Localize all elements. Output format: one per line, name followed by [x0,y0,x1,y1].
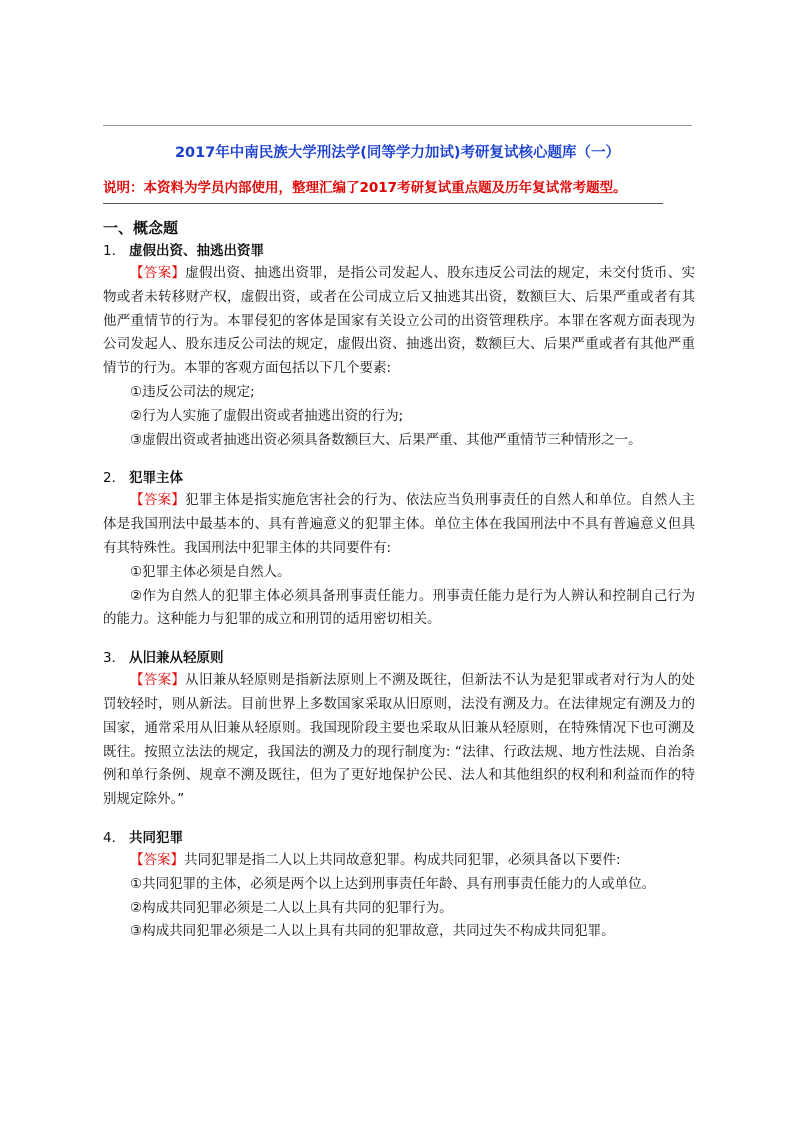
question-number: 1． [103,243,126,259]
answer-point: ②行为人实施了虚假出资或者抽逃出资的行为; [130,407,404,424]
answer-tag: 【答案】 [130,672,186,689]
document-title: 2017年中南民族大学刑法学(同等学力加试)考研复试核心题库（一） [174,145,621,161]
answer-tag: 【答案】 [130,265,186,281]
question-heading [103,827,695,849]
question-heading [103,240,695,262]
question-heading [103,647,695,669]
answer-text: 从旧兼从轻原则是指新法原则上不溯及既往，但新法不认为是犯罪或者对行为人的处罚较轻时，则从新法。目前世界上多数国家采取从旧原则，法没有溯及力。在法律规定有溯及力的国家，通常采用从旧兼从轻原则。我国现阶段主要也采取从旧兼从轻原则，在特殊情况下也可溯及既往。按照立法法的规定，我国法的溯及力的现行制度为: “法律、行政法规、地方性法规、自治条例和单行条例、规章不溯及既往，但为了更好地保护公民、法人和其他组织的权利和利益而作的特别规定除外。” [103,672,696,808]
answer-point: ①犯罪主体必须是自然人。 [130,563,291,580]
question-item [103,647,695,812]
answer-point: ③虚假出资或者抽逃出资必须具备数额巨大、后果严重、其他严重情节三种情形之一。 [130,431,642,448]
answer-paragraph [103,262,695,381]
question-item [103,240,695,452]
answer-paragraph [103,669,695,812]
answer-paragraph [103,849,695,873]
question-title: 虚假出资、抽逃出资罪 [129,243,264,259]
question-item [103,827,695,944]
section-title: 一、概念题 [103,219,179,237]
answer-tag: 【答案】 [130,851,184,868]
answer-text: 虚假出资、抽逃出资罪，是指公司发起人、股东违反公司法的规定，未交付货币、实物或者未转移财产权，虚假出资，或者在公司成立后又抽逃其出资，数额巨大、后果严重或者有其他严重情节的行为。本罪侵犯的客体是国家有关设立公司的出资管理秩序。本罪在客观方面表现为公司发起人、股东违反公司法的规定，虚假出资、抽逃出资，数额巨大、后果严重或者有其他严重情节的行为。本罪的客观方面包括以下几个要素: [103,265,696,377]
question-item [103,467,695,632]
answer-text: 共同犯罪是指二人以上共同故意犯罪。构成共同犯罪，必须具备以下要件: [184,851,621,868]
question-number: 2． [103,470,126,487]
question-list [103,240,695,959]
answer-paragraph [103,489,695,560]
answer-point: ①共同犯罪的主体，必须是两个以上达到刑事责任年龄、具有刑事责任能力的人或单位。 [130,875,656,892]
question-title: 犯罪主体 [129,470,183,487]
answer-text: 犯罪主体是指实施危害社会的行为、依法应当负刑事责任的自然人和单位。自然人主体是我国刑法中最基本的、具有普遍意义的犯罪主体。单位主体在我国刑法中不具有普遍意义但具有其特殊性。我国刑法中犯罪主体的共同要件有: [103,492,696,556]
answer-point: ②构成共同犯罪必须是二人以上具有共同的犯罪行为。 [130,899,453,916]
answer-tag: 【答案】 [130,492,186,509]
document-note: 说明：本资料为学员内部使用，整理汇编了2017考研复试重点题及历年复试常考题型。 [103,180,627,196]
answer-point: ①违反公司法的规定; [130,383,255,400]
question-number: 3． [103,650,126,667]
answer-point-paragraph: ②作为自然人的犯罪主体必须具备刑事责任能力。刑事责任能力是行为人辨认和控制自己行为的能力。这种能力与犯罪的成立和刑罚的适用密切相关。 [103,587,695,628]
header-rule [103,125,692,126]
question-title: 共同犯罪 [129,829,183,846]
question-number: 4． [103,829,126,846]
note-rule [103,203,663,204]
question-title: 从旧兼从轻原则 [129,650,224,667]
question-heading [103,467,695,489]
answer-point: ③构成共同犯罪必须是二人以上具有共同的犯罪故意，共同过失不构成共同犯罪。 [130,923,615,940]
